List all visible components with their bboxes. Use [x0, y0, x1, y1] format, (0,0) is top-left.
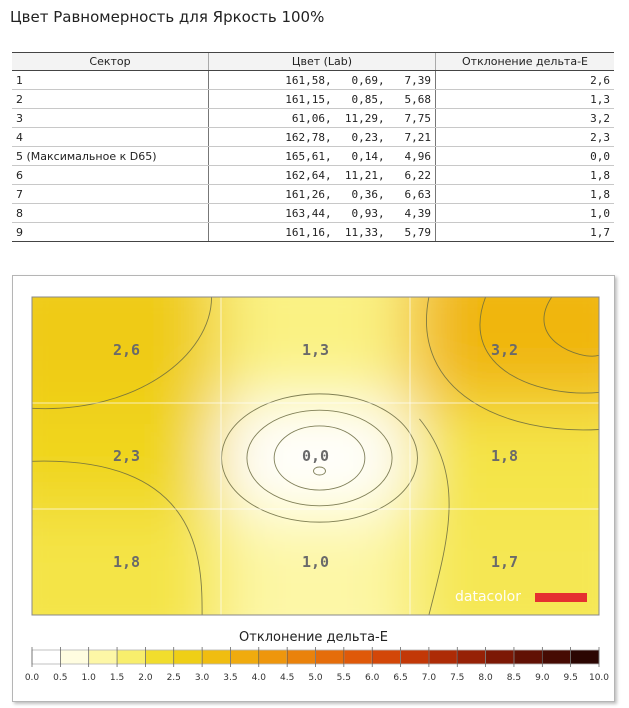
- color-scale-tick-label: 3.0: [194, 673, 210, 683]
- cell-value-label: 1,8: [490, 447, 519, 465]
- color-scale-tick-label: 4.5: [279, 673, 295, 683]
- color-scale-swatch: [202, 650, 230, 664]
- lab-cell: 165,61, 0,14, 4,96: [209, 147, 436, 166]
- delta-e-cell: 1,7: [436, 223, 615, 242]
- color-scale-swatch: [145, 650, 173, 664]
- color-scale-tick-label: 9.0: [535, 673, 550, 683]
- color-scale-swatch: [401, 650, 429, 664]
- uniformity-chart-panel: [12, 275, 615, 702]
- lab-cell: 161,58, 0,69, 7,39: [209, 71, 436, 90]
- lab-cell: 162,78, 0,23, 7,21: [209, 128, 436, 147]
- cell-value-label: 0,0: [301, 447, 330, 465]
- cell-value-label: 2,6: [112, 341, 141, 359]
- lab-cell: 161,26, 0,36, 6,63: [209, 185, 436, 204]
- color-scale-swatch: [316, 650, 344, 664]
- cell-value-label: 1,8: [112, 553, 141, 571]
- color-scale-swatch: [60, 650, 88, 664]
- color-scale-tick-label: 2.0: [138, 673, 153, 683]
- table-row: [12, 204, 614, 223]
- heatmap-field: [13, 276, 221, 403]
- delta-e-cell: 1,8: [436, 185, 615, 204]
- heatmap-field: [410, 276, 614, 403]
- table-row: [12, 223, 614, 242]
- delta-e-cell: 2,6: [436, 71, 615, 90]
- color-scale-swatch: [514, 650, 542, 664]
- delta-e-cell: 2,3: [436, 128, 615, 147]
- delta-e-cell: 3,2: [436, 109, 615, 128]
- cell-value-label: 1,0: [301, 553, 330, 571]
- delta-e-cell: 0,0: [436, 147, 615, 166]
- color-scale-tick-label: 1.0: [81, 673, 96, 683]
- watermark-brand-bar: [535, 593, 587, 602]
- lab-cell: 163,44, 0,93, 4,39: [209, 204, 436, 223]
- legend-title: Отклонение дельта-E: [239, 630, 388, 645]
- delta-e-cell: 1,8: [436, 166, 615, 185]
- color-scale-tick-label: 3.5: [223, 673, 238, 683]
- sector-cell: 1: [12, 71, 209, 90]
- datacolor-watermark: datacolor: [455, 589, 522, 605]
- column-header-delta-e: Отклонение дельта-E: [436, 53, 615, 71]
- color-scale-swatch: [486, 650, 514, 664]
- lab-cell: 161,16, 11,33, 5,79: [209, 223, 436, 242]
- color-scale-swatch: [372, 650, 400, 664]
- color-scale-tick-label: 1.5: [109, 673, 125, 683]
- color-scale-tick-label: 6.0: [365, 673, 380, 683]
- column-header-sector: Сектор: [12, 53, 209, 71]
- table-row: [12, 90, 614, 109]
- color-scale-tick-label: 7.5: [450, 673, 465, 683]
- sector-cell: 4: [12, 128, 209, 147]
- color-scale-tick-label: 6.5: [393, 673, 408, 683]
- sector-cell: 8: [12, 204, 209, 223]
- sector-cell: 7: [12, 185, 209, 204]
- page-title: Цвет Равномерность для Яркость 100%: [10, 8, 325, 26]
- color-scale-swatch: [117, 650, 145, 664]
- lab-cell: 161,15, 0,85, 5,68: [209, 90, 436, 109]
- table-row: [12, 166, 614, 185]
- sector-cell: 9: [12, 223, 209, 242]
- color-scale-swatch: [259, 650, 287, 664]
- cell-value-label: 1,7: [490, 553, 519, 571]
- table-row: [12, 147, 614, 166]
- color-scale-swatch: [571, 650, 599, 664]
- color-scale-swatch: [429, 650, 457, 664]
- cell-value-label: 2,3: [112, 447, 141, 465]
- color-scale-swatch: [457, 650, 485, 664]
- color-scale-swatch: [230, 650, 258, 664]
- color-scale-tick-label: 7.0: [421, 673, 437, 683]
- color-scale-tick-label: 0.5: [53, 673, 68, 683]
- color-scale-tick-label: 2.5: [166, 673, 181, 683]
- color-scale-tick-label: 10.0: [588, 673, 610, 683]
- lab-cell: 162,64, 11,21, 6,22: [209, 166, 436, 185]
- color-scale-tick-label: 5.0: [308, 673, 323, 683]
- lab-table: [12, 52, 614, 242]
- table-row: [12, 128, 614, 147]
- color-scale-tick-label: 4.0: [251, 673, 266, 683]
- color-scale-tick-label: 0.0: [24, 673, 40, 683]
- color-scale-swatch: [344, 650, 372, 664]
- table-row: [12, 71, 614, 90]
- delta-e-cell: 1,3: [436, 90, 615, 109]
- table-row: [12, 109, 614, 128]
- color-scale-tick-label: 8.0: [478, 673, 493, 683]
- lab-cell: 61,06, 11,29, 7,75: [209, 109, 436, 128]
- color-scale-tick-label: 8.5: [506, 673, 522, 683]
- sector-cell: 6: [12, 166, 209, 185]
- sector-cell: 5 (Максимальное к D65): [12, 147, 209, 166]
- color-scale-swatch: [89, 650, 117, 664]
- color-scale-swatch: [174, 650, 202, 664]
- color-scale-swatch: [32, 650, 60, 664]
- heatmap-field: [221, 276, 410, 403]
- cell-value-label: 3,2: [490, 341, 519, 359]
- color-scale-swatch: [542, 650, 570, 664]
- color-scale-swatch: [287, 650, 315, 664]
- color-scale-tick-label: 9.5: [563, 673, 578, 683]
- table-header-row: [12, 53, 614, 71]
- color-scale-tick-label: 5.5: [336, 673, 352, 683]
- column-header-lab: Цвет (Lab): [209, 53, 436, 71]
- cell-value-label: 1,3: [301, 341, 330, 359]
- sector-cell: 2: [12, 90, 209, 109]
- delta-e-cell: 1,0: [436, 204, 615, 223]
- table-row: [12, 185, 614, 204]
- sector-cell: 3: [12, 109, 209, 128]
